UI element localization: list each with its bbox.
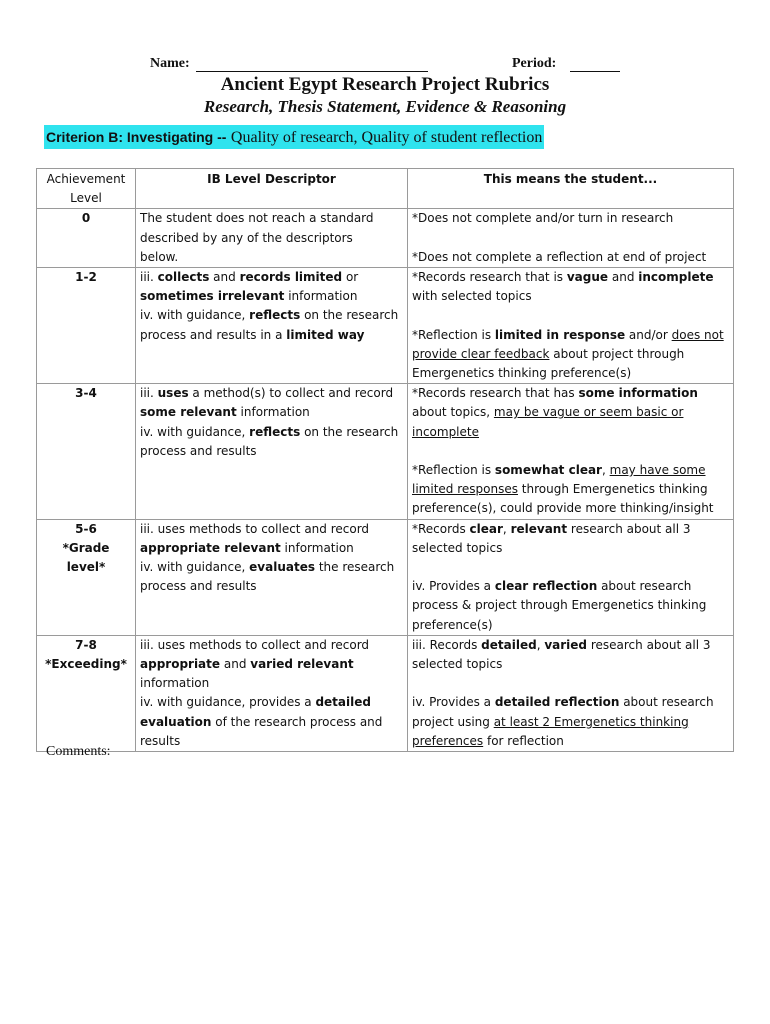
student-cell: *Does not complete and/or turn in research *Does not complete a reflection at end of project <box>408 209 734 268</box>
table-row <box>37 635 734 751</box>
name-label: Name: <box>150 56 190 71</box>
period-blank-line <box>570 71 620 72</box>
criterion-label: Criterion B: Investigating -- <box>46 129 227 145</box>
period-label: Period: <box>512 56 557 71</box>
table-row <box>37 384 734 519</box>
student-cell: *Records research that is vague and incomplete with selected topics *Reflection is limited in response and/or does not provide clear feedback about project through Emergenetics thinking preference(s) <box>408 268 734 384</box>
comments-label: Comments: <box>46 744 111 759</box>
descriptor-cell: iii. uses methods to collect and record appropriate relevant information iv. with guidance, evaluates the research process and results <box>136 519 408 635</box>
descriptor-cell: iii. uses methods to collect and record appropriate and varied relevant information iv. with guidance, provides a detailed evaluation of the research process and results <box>136 635 408 751</box>
table-row <box>37 209 734 268</box>
descriptor-cell: iii. uses a method(s) to collect and record some relevant information iv. with guidance, reflects on the research process and results <box>136 384 408 519</box>
descriptor-cell: iii. collects and records limited or sometimes irrelevant information iv. with guidance, reflects on the research process and results in a limited way <box>136 268 408 384</box>
student-cell: iii. Records detailed, varied research about all 3 selected topics iv. Provides a detailed reflection about research project using at least 2 Emergenetics thinking preferences for reflection <box>408 635 734 751</box>
table-header-row <box>37 169 734 209</box>
student-cell: *Records research that has some information about topics, may be vague or seem basic or incomplete *Reflection is somewhat clear, may have some limited responses through Emergenetics thinking preference(s), could provide more thinking/insight <box>408 384 734 519</box>
criterion-description: Quality of research, Quality of student reflection <box>230 129 543 146</box>
table-row <box>37 519 734 635</box>
criterion-heading <box>44 125 544 149</box>
level-cell: 1-2 <box>37 268 136 384</box>
descriptor-cell: The student does not reach a standard described by any of the descriptors below. <box>136 209 408 268</box>
table-row <box>37 268 734 384</box>
header-student: This means the student... <box>408 169 734 209</box>
level-cell: 5-6 *Grade level* <box>37 519 136 635</box>
rubric-table <box>36 168 734 752</box>
page-subtitle: Research, Thesis Statement, Evidence & Reasoning <box>203 97 567 116</box>
name-blank-line <box>196 71 428 72</box>
header-ib-descriptor: IB Level Descriptor <box>136 169 408 209</box>
page-title: Ancient Egypt Research Project Rubrics <box>220 74 550 95</box>
student-cell: *Records clear, relevant research about all 3 selected topics iv. Provides a clear reflection about research process & project through Emergenetics thinking preference(s) <box>408 519 734 635</box>
level-cell: 7-8 *Exceeding* <box>37 635 136 751</box>
level-cell: 0 <box>37 209 136 268</box>
header-achievement-level: Achievement Level <box>37 169 136 209</box>
level-cell: 3-4 <box>37 384 136 519</box>
